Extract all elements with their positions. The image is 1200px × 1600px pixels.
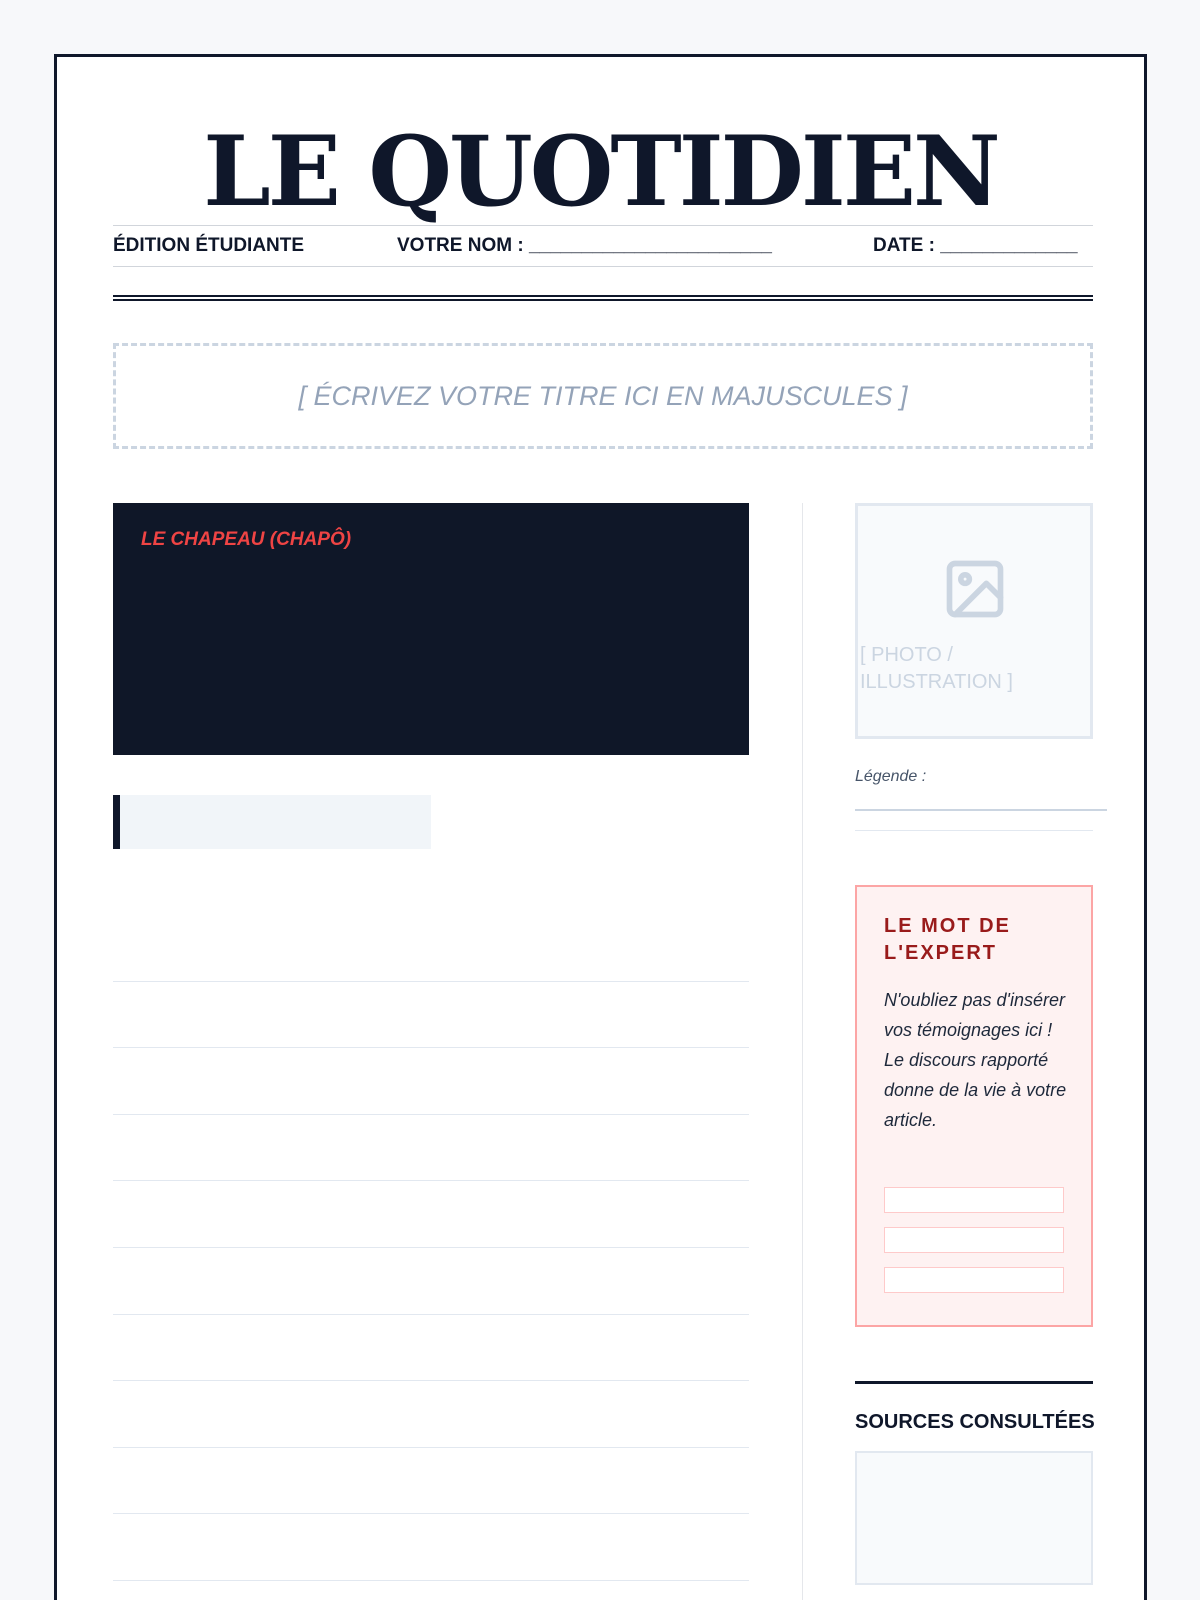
writing-line[interactable]	[113, 1248, 749, 1315]
sources-input-box[interactable]	[855, 1451, 1093, 1585]
expert-text: N'oubliez pas d'insérer vos témoignages ici ! Le discours rapporté donne de la vie à votre article.	[884, 990, 1067, 1130]
writing-line[interactable]	[113, 982, 749, 1049]
masthead-double-rule	[113, 295, 1093, 301]
chapeau-box[interactable]	[113, 503, 749, 755]
writing-line[interactable]	[113, 1048, 749, 1115]
expert-title: LE MOT DE L'EXPERT	[884, 915, 1011, 964]
caption-divider	[855, 830, 1093, 831]
student-name-field[interactable]: VOTRE NOM : _______________________	[397, 235, 772, 256]
info-bar	[113, 225, 1093, 267]
image-icon	[941, 555, 1009, 628]
headline-placeholder: [ ÉCRIVEZ VOTRE TITRE ICI EN MAJUSCULES ]	[298, 380, 908, 411]
writing-line[interactable]	[113, 1581, 749, 1600]
photo-label: [ PHOTO / ILLUSTRATION ]	[860, 644, 1013, 693]
expert-quote-field[interactable]	[884, 1187, 1064, 1213]
expert-box	[855, 885, 1093, 1327]
caption-label: Légende :	[855, 768, 927, 785]
writing-line[interactable]	[113, 1181, 749, 1248]
column-divider	[802, 503, 803, 1600]
writing-line[interactable]	[113, 1448, 749, 1515]
subheading-box[interactable]	[113, 795, 431, 849]
chapeau-label: LE CHAPEAU (CHAPÔ)	[141, 529, 352, 550]
photo-placeholder-box[interactable]	[855, 503, 1093, 739]
writing-line[interactable]	[113, 1115, 749, 1182]
headline-input-box[interactable]	[113, 343, 1093, 449]
writing-line[interactable]	[113, 1514, 749, 1581]
sources-rule	[855, 1381, 1093, 1384]
writing-line[interactable]	[113, 1381, 749, 1448]
expert-quote-field[interactable]	[884, 1227, 1064, 1253]
caption-input-line[interactable]	[855, 809, 1107, 811]
expert-quote-field[interactable]	[884, 1267, 1064, 1293]
article-writing-lines[interactable]	[113, 915, 749, 1600]
date-field[interactable]: DATE : _____________	[873, 235, 1078, 256]
edition-label: ÉDITION ÉTUDIANTE	[113, 235, 305, 256]
writing-line[interactable]	[113, 915, 749, 982]
masthead-title: LE QUOTIDIEN	[203, 115, 998, 228]
sources-title: SOURCES CONSULTÉES	[855, 1411, 1095, 1433]
newspaper-sheet	[54, 54, 1147, 1600]
writing-line[interactable]	[113, 1315, 749, 1382]
